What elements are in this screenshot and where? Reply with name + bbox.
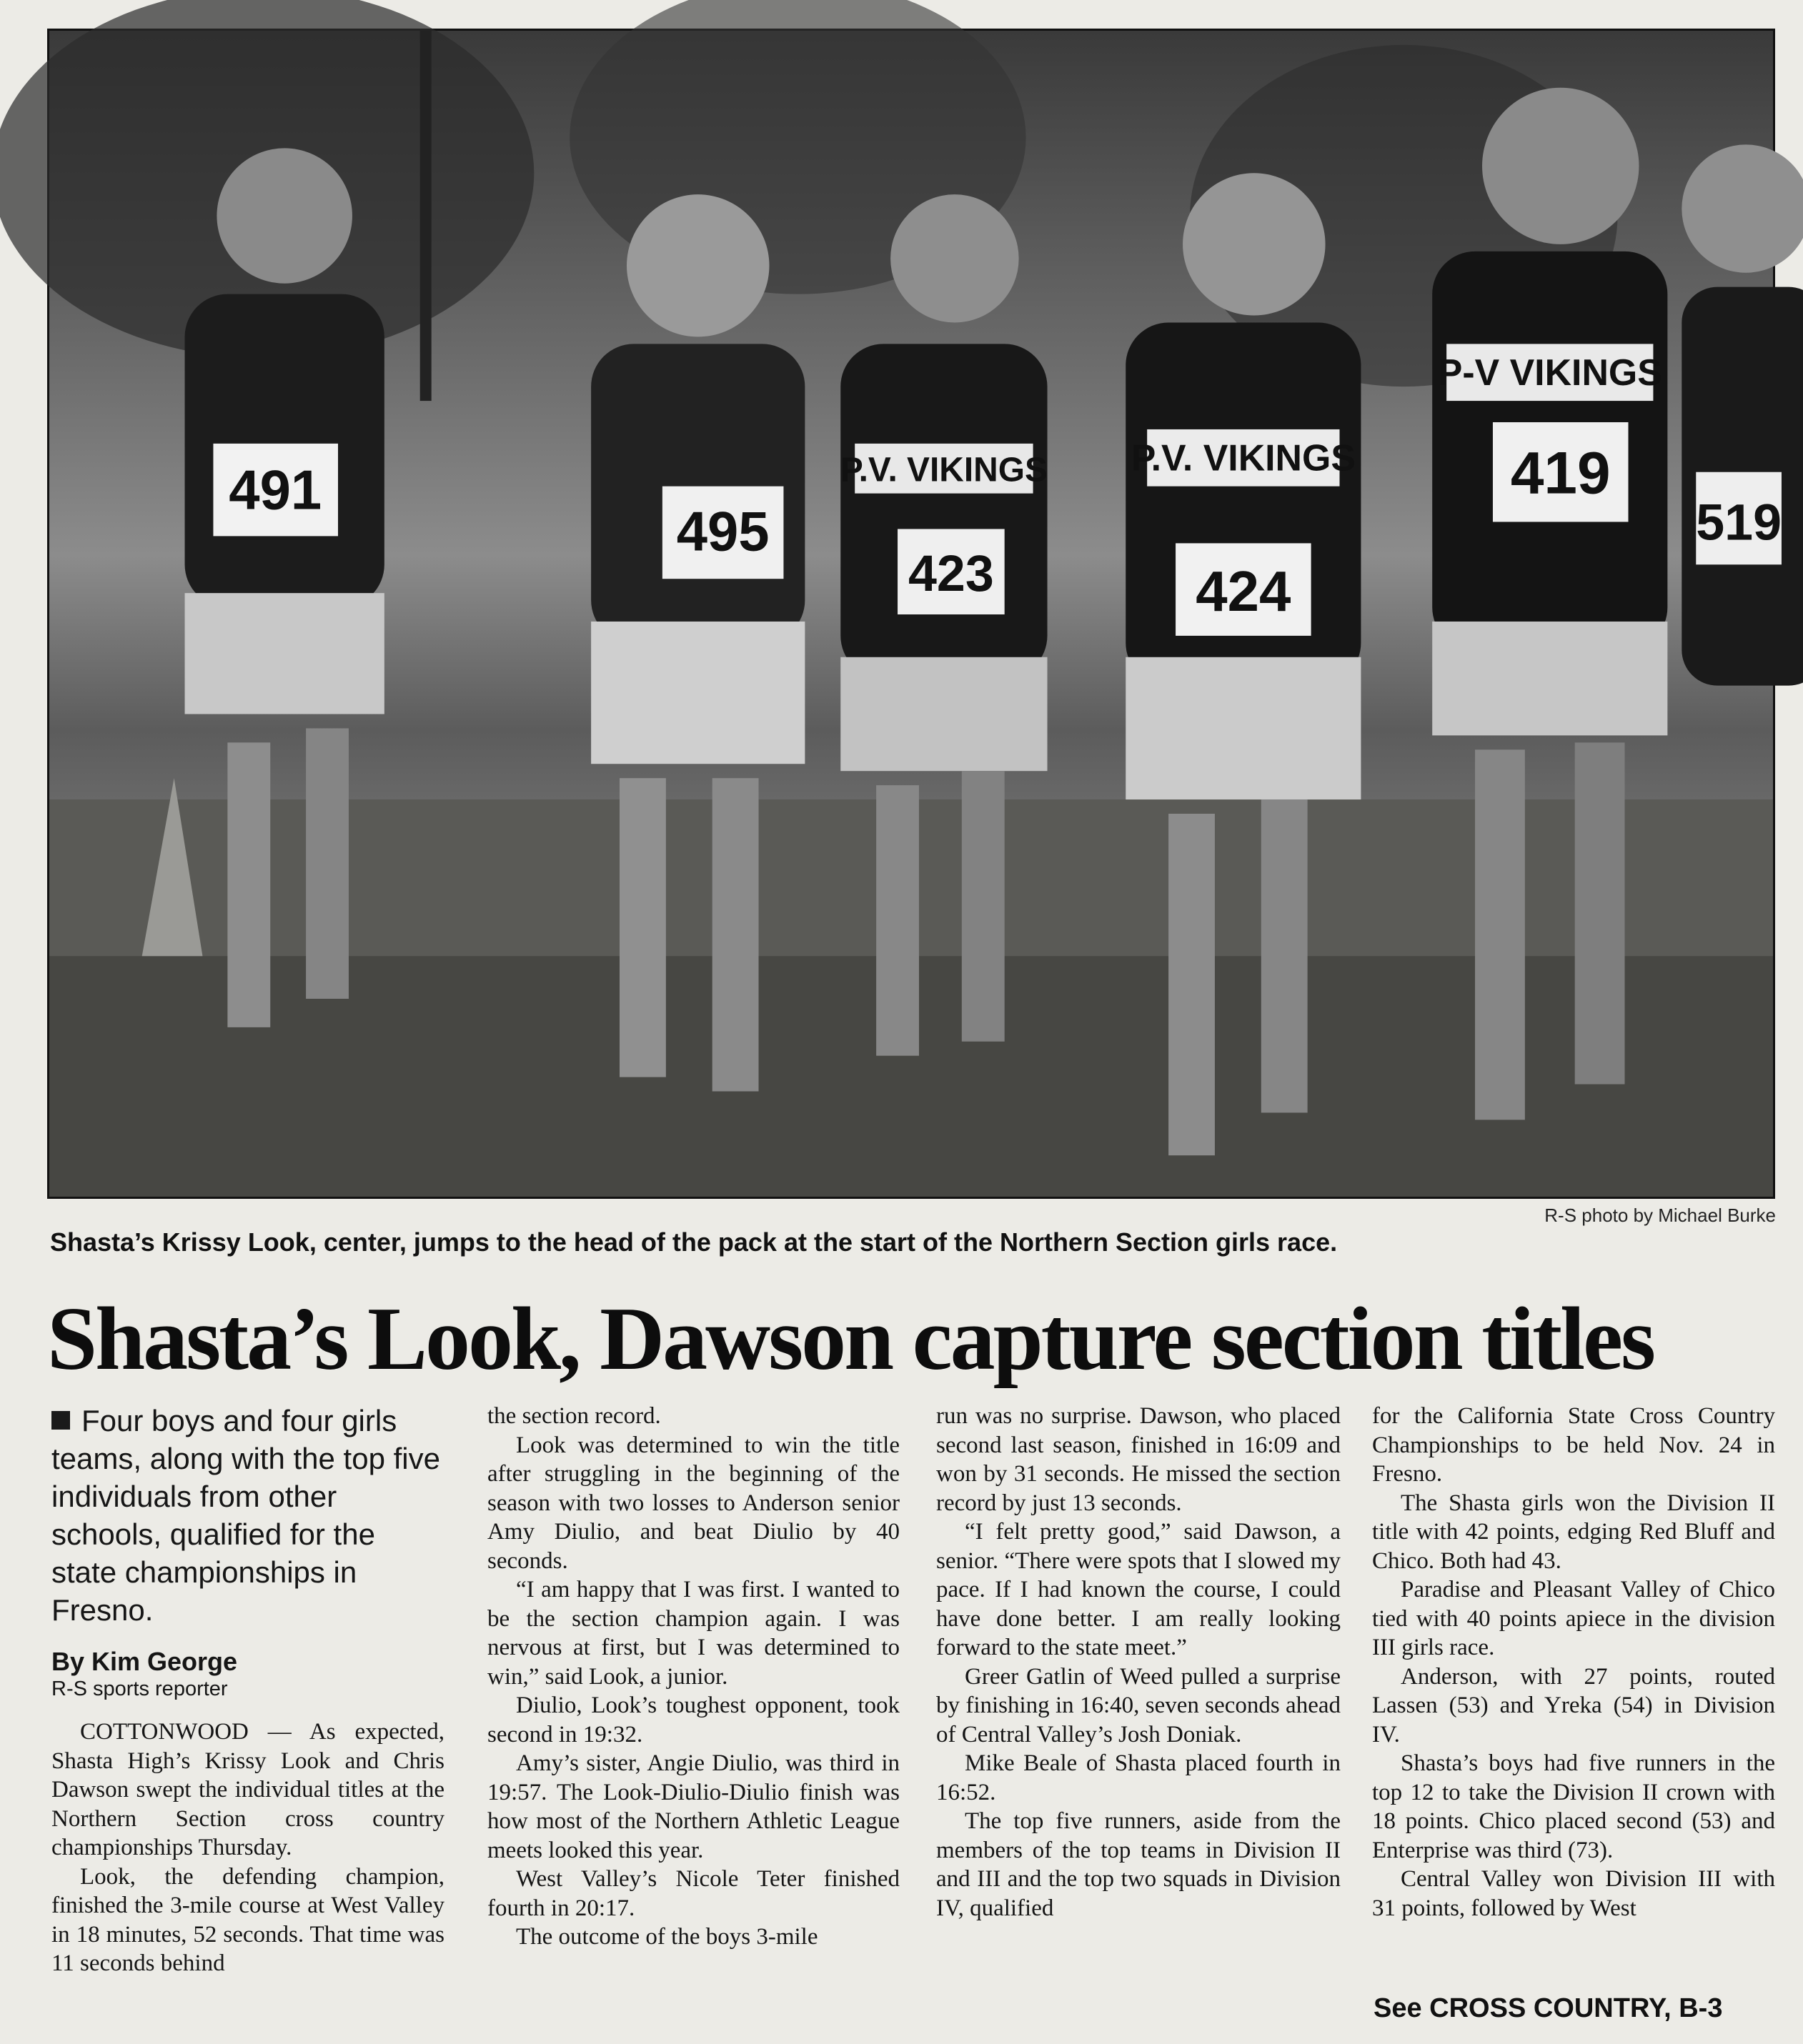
summary-text: Four boys and four girls teams, along with the top five individuals from other schools, qualified for the state championships in Fresno. bbox=[51, 1404, 440, 1627]
paragraph: The top five runners, aside from the members of the top teams in Division II and III and the top two squads in Division IV, qualified bbox=[936, 1808, 1341, 1921]
paragraph: Amy’s sister, Angie Diulio, was third in 19:57. The Look-Diulio-Diulio finish was how most of the Northern Athletic League meets looked this year. bbox=[487, 1750, 900, 1863]
race-photo-illustration bbox=[49, 31, 1782, 1197]
paragraph: Anderson, with 27 points, routed Lassen (53) and Yreka (54) in Division IV. bbox=[1372, 1663, 1775, 1748]
paragraph: the section record. bbox=[487, 1403, 661, 1429]
bib-number: 495 bbox=[676, 501, 770, 563]
bib-number: 424 bbox=[1196, 559, 1291, 624]
headline: Shasta’s Look, Dawson capture section titles bbox=[47, 1290, 1654, 1389]
jersey-label: P.V. VIKINGS bbox=[1131, 437, 1356, 479]
byline: By Kim George bbox=[51, 1647, 238, 1676]
paragraph: Look, the defending champion, finished the 3-mile course at West Valley in 18 minutes, 52 seconds. That time was 11 seconds behind bbox=[51, 1863, 444, 1976]
summary-deck bbox=[51, 1402, 444, 1629]
paragraph: Mike Beale of Shasta placed fourth in 16:52. bbox=[936, 1750, 1341, 1805]
bullet-square-icon bbox=[51, 1411, 70, 1430]
article-column-2 bbox=[487, 1402, 900, 2030]
bib-number: 419 bbox=[1510, 439, 1611, 507]
paragraph: COTTONWOOD — As expected, Shasta High’s Krissy Look and Chris Dawson swept the individual titles at the Northern Section cross country championships Thursday. bbox=[51, 1719, 444, 1860]
paragraph: The outcome of the boys 3-mile bbox=[516, 1924, 818, 1950]
bib-number: 491 bbox=[229, 459, 322, 522]
paragraph: run was no surprise. Dawson, who placed second last season, finished in 16:09 and won by 31 seconds. He missed the section record by just 13 seconds. bbox=[936, 1403, 1341, 1516]
paragraph: Shasta’s boys had five runners in the top 12 to take the Division II crown with 18 points. Chico placed second (53) and Enterprise was third (73). bbox=[1372, 1750, 1775, 1863]
bib-number: 423 bbox=[908, 545, 994, 603]
article-column-3 bbox=[936, 1402, 1341, 2030]
paragraph: Central Valley won Division III with 31 points, followed by West bbox=[1372, 1866, 1775, 1921]
paragraph: West Valley’s Nicole Teter finished fourth in 20:17. bbox=[487, 1866, 900, 1921]
paragraph: The Shasta girls won the Division II title with 42 points, edging Red Bluff and Chico. Both had 43. bbox=[1372, 1490, 1775, 1574]
photo-credit: R-S photo by Michael Burke bbox=[1544, 1205, 1776, 1226]
paragraph: Paradise and Pleasant Valley of Chico tied with 40 points apiece in the division III girls race. bbox=[1372, 1577, 1775, 1660]
paragraph: Diulio, Look’s toughest opponent, took second in 19:32. bbox=[487, 1692, 900, 1748]
race-photo bbox=[47, 29, 1782, 1199]
article-column-1 bbox=[51, 1402, 444, 2030]
paragraph: “I felt pretty good,” said Dawson, a senior. “There were spots that I slowed my pace. If I had known the course, I could have done better. I am really looking forward to the state meet.” bbox=[936, 1519, 1341, 1660]
article-column-4 bbox=[1372, 1402, 1775, 1988]
bib-number: 519 bbox=[1696, 494, 1782, 552]
paragraph: for the California State Cross Country Championships to be held Nov. 24 in Fresno. bbox=[1372, 1403, 1775, 1487]
paragraph: Greer Gatlin of Weed pulled a surprise by finishing in 16:40, seven seconds ahead of Central Valley’s Josh Doniak. bbox=[936, 1663, 1341, 1748]
runner-519 bbox=[1682, 144, 1803, 685]
photo-caption: Shasta’s Krissy Look, center, jumps to the head of the pack at the start of the Northern Section girls race. bbox=[50, 1227, 1338, 1257]
paragraph: Look was determined to win the title after struggling in the beginning of the season with two losses to Anderson senior Amy Diulio, and beat Diulio by 40 seconds. bbox=[487, 1432, 900, 1574]
jersey-label: P.V. VIKINGS bbox=[840, 451, 1048, 489]
byline-title: R-S sports reporter bbox=[51, 1677, 228, 1700]
continued-jump-line: See CROSS COUNTRY, B-3 bbox=[1374, 1993, 1723, 2023]
paragraph: “I am happy that I was first. I wanted to be the section champion again. I was nervous at first, but I was determined to win,” said Look, a junior. bbox=[487, 1577, 900, 1690]
jersey-label: P-V VIKINGS bbox=[1437, 352, 1662, 394]
